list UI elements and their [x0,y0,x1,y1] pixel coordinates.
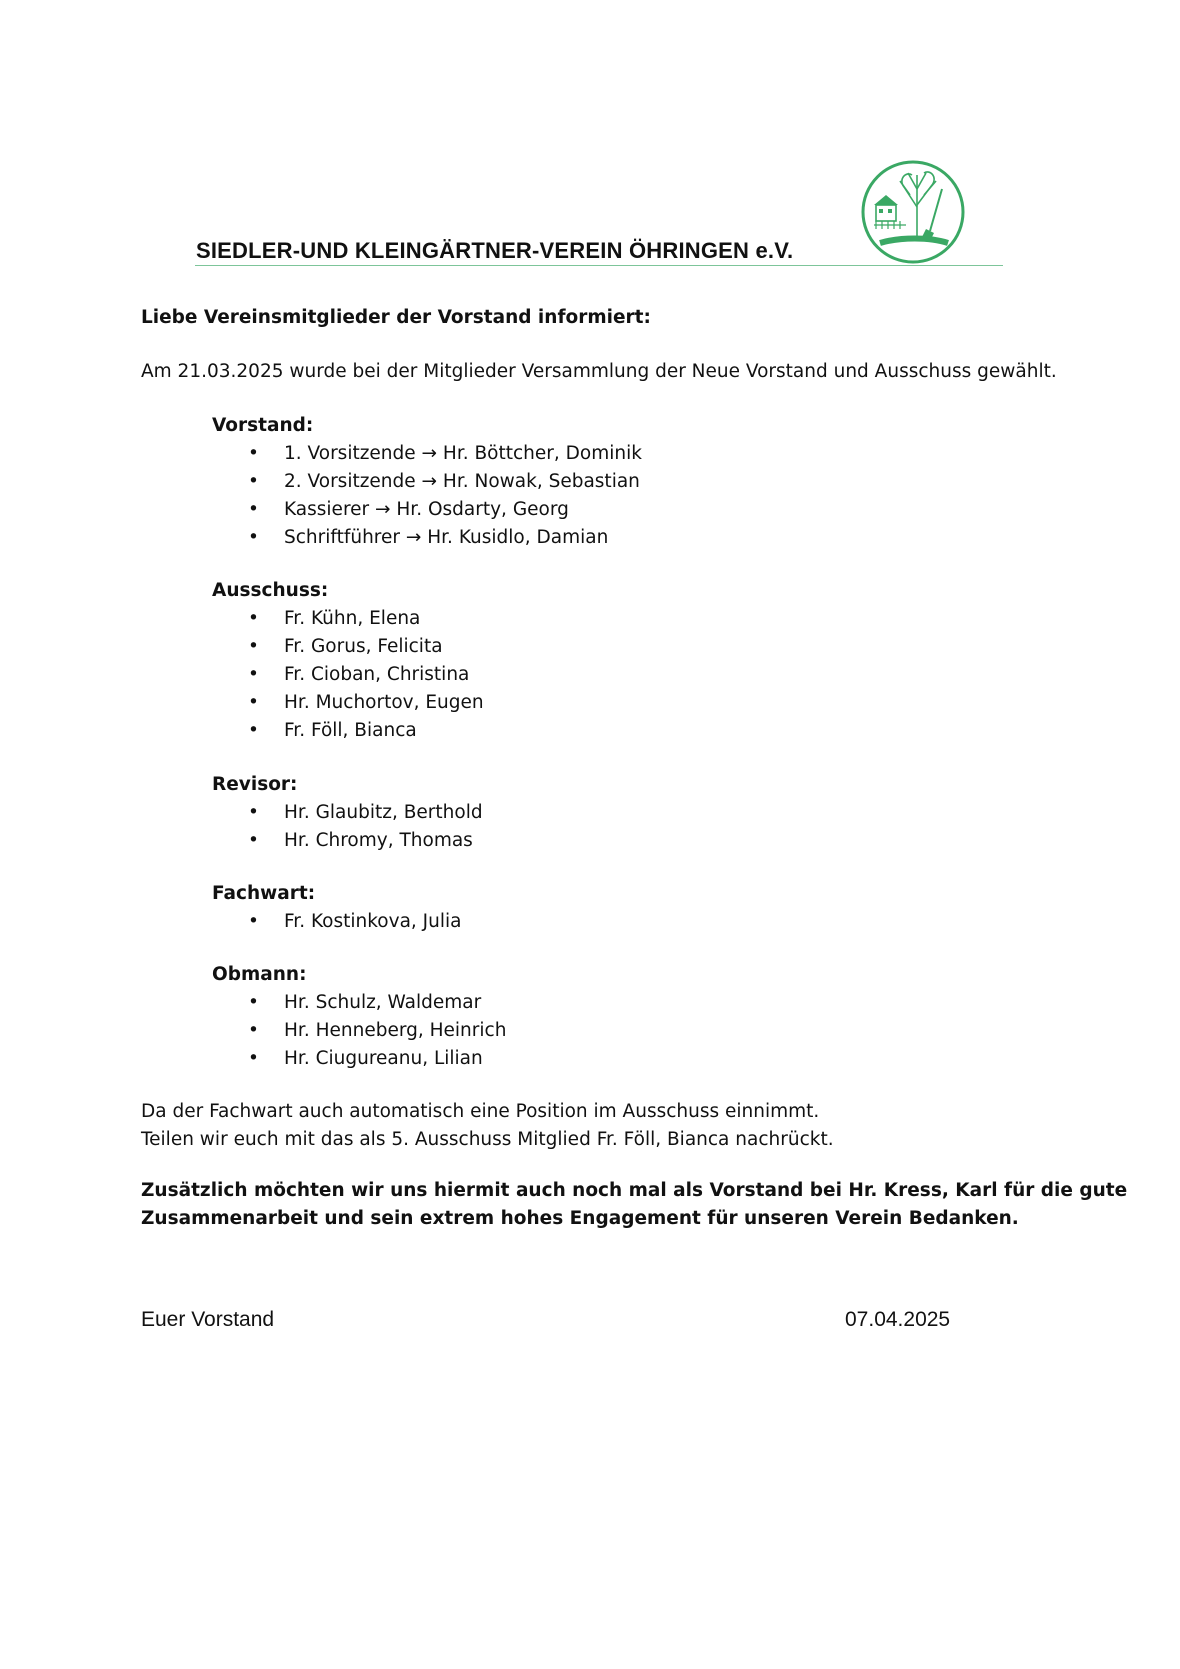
note-line-2: Teilen wir euch mit das als 5. Ausschuss Mitglied Fr. Föll, Bianca nachrückt. [141,1129,834,1150]
bullet-icon: • [248,443,259,464]
list-item: • Fr. Föll, Bianca [212,717,484,745]
intro-text: Am 21.03.2025 wurde bei der Mitglieder Versammlung der Neue Vorstand und Ausschuss gewählt. [141,361,1057,382]
list-item: • Fr. Kühn, Elena [212,605,484,633]
bullet-icon: • [248,1020,259,1041]
section-revisor [212,771,483,855]
greeting: Liebe Vereinsmitglieder der Vorstand informiert: [141,307,651,328]
list-item: • Hr. Muchortov, Eugen [212,689,484,717]
bullet-icon: • [248,720,259,741]
list-item: • Hr. Schulz, Waldemar [212,989,506,1017]
list-item: • Fr. Gorus, Felicita [212,633,484,661]
section-heading-vorstand: Vorstand: [212,415,314,436]
list-vorstand [212,440,642,552]
note-line-1: Da der Fachwart auch automatisch eine Position im Ausschuss einnimmt. [141,1101,820,1122]
section-heading-fachwart: Fachwart: [212,883,316,904]
bullet-icon: • [248,692,259,713]
list-item: • 2. Vorsitzende → Hr. Nowak, Sebastian [212,468,642,496]
list-item: • Kassierer → Hr. Osdarty, Georg [212,496,642,524]
list-item: • 1. Vorsitzende → Hr. Böttcher, Dominik [212,440,642,468]
list-item: • Hr. Henneberg, Heinrich [212,1017,506,1045]
letterhead-title: SIEDLER-UND KLEINGÄRTNER-VEREIN ÖHRINGEN e.V. [196,238,794,263]
thanks-line-1: Zusätzlich möchten wir uns hiermit auch noch mal als Vorstand bei Hr. Kress, Karl für die gute [141,1180,1128,1201]
list-item: • Hr. Glaubitz, Berthold [212,799,483,827]
list-obmann [212,989,506,1073]
section-ausschuss [212,577,484,745]
bullet-icon: • [248,471,259,492]
section-heading-revisor: Revisor: [212,774,298,795]
list-item: • Schriftführer → Hr. Kusidlo, Damian [212,524,642,552]
section-fachwart [212,880,461,936]
club-logo-icon [860,159,966,265]
bullet-icon: • [248,992,259,1013]
note-paragraph [141,1098,834,1154]
bullet-icon: • [248,1048,259,1069]
letterhead-rule [195,265,1003,266]
list-ausschuss [212,605,484,745]
section-heading-ausschuss: Ausschuss: [212,580,329,601]
thanks-paragraph [141,1177,1127,1233]
list-fachwart [212,908,461,936]
bullet-icon: • [248,664,259,685]
bullet-icon: • [248,911,259,932]
signature-from: Euer Vorstand [141,1308,275,1331]
bullet-icon: • [248,636,259,657]
list-item: • Fr. Kostinkova, Julia [212,908,461,936]
bullet-icon: • [248,499,259,520]
bullet-icon: • [248,802,259,823]
signature-date: 07.04.2025 [845,1308,951,1331]
list-item: • Hr. Chromy, Thomas [212,827,483,855]
section-vorstand [212,412,642,552]
section-heading-obmann: Obmann: [212,964,307,985]
list-item: • Fr. Cioban, Christina [212,661,484,689]
thanks-line-2: Zusammenarbeit und sein extrem hohes Engagement für unseren Verein Bedanken. [141,1208,1019,1229]
list-item: • Hr. Ciugureanu, Lilian [212,1045,506,1073]
bullet-icon: • [248,527,259,548]
bullet-icon: • [248,830,259,851]
bullet-icon: • [248,608,259,629]
section-obmann [212,961,506,1073]
list-revisor [212,799,483,855]
